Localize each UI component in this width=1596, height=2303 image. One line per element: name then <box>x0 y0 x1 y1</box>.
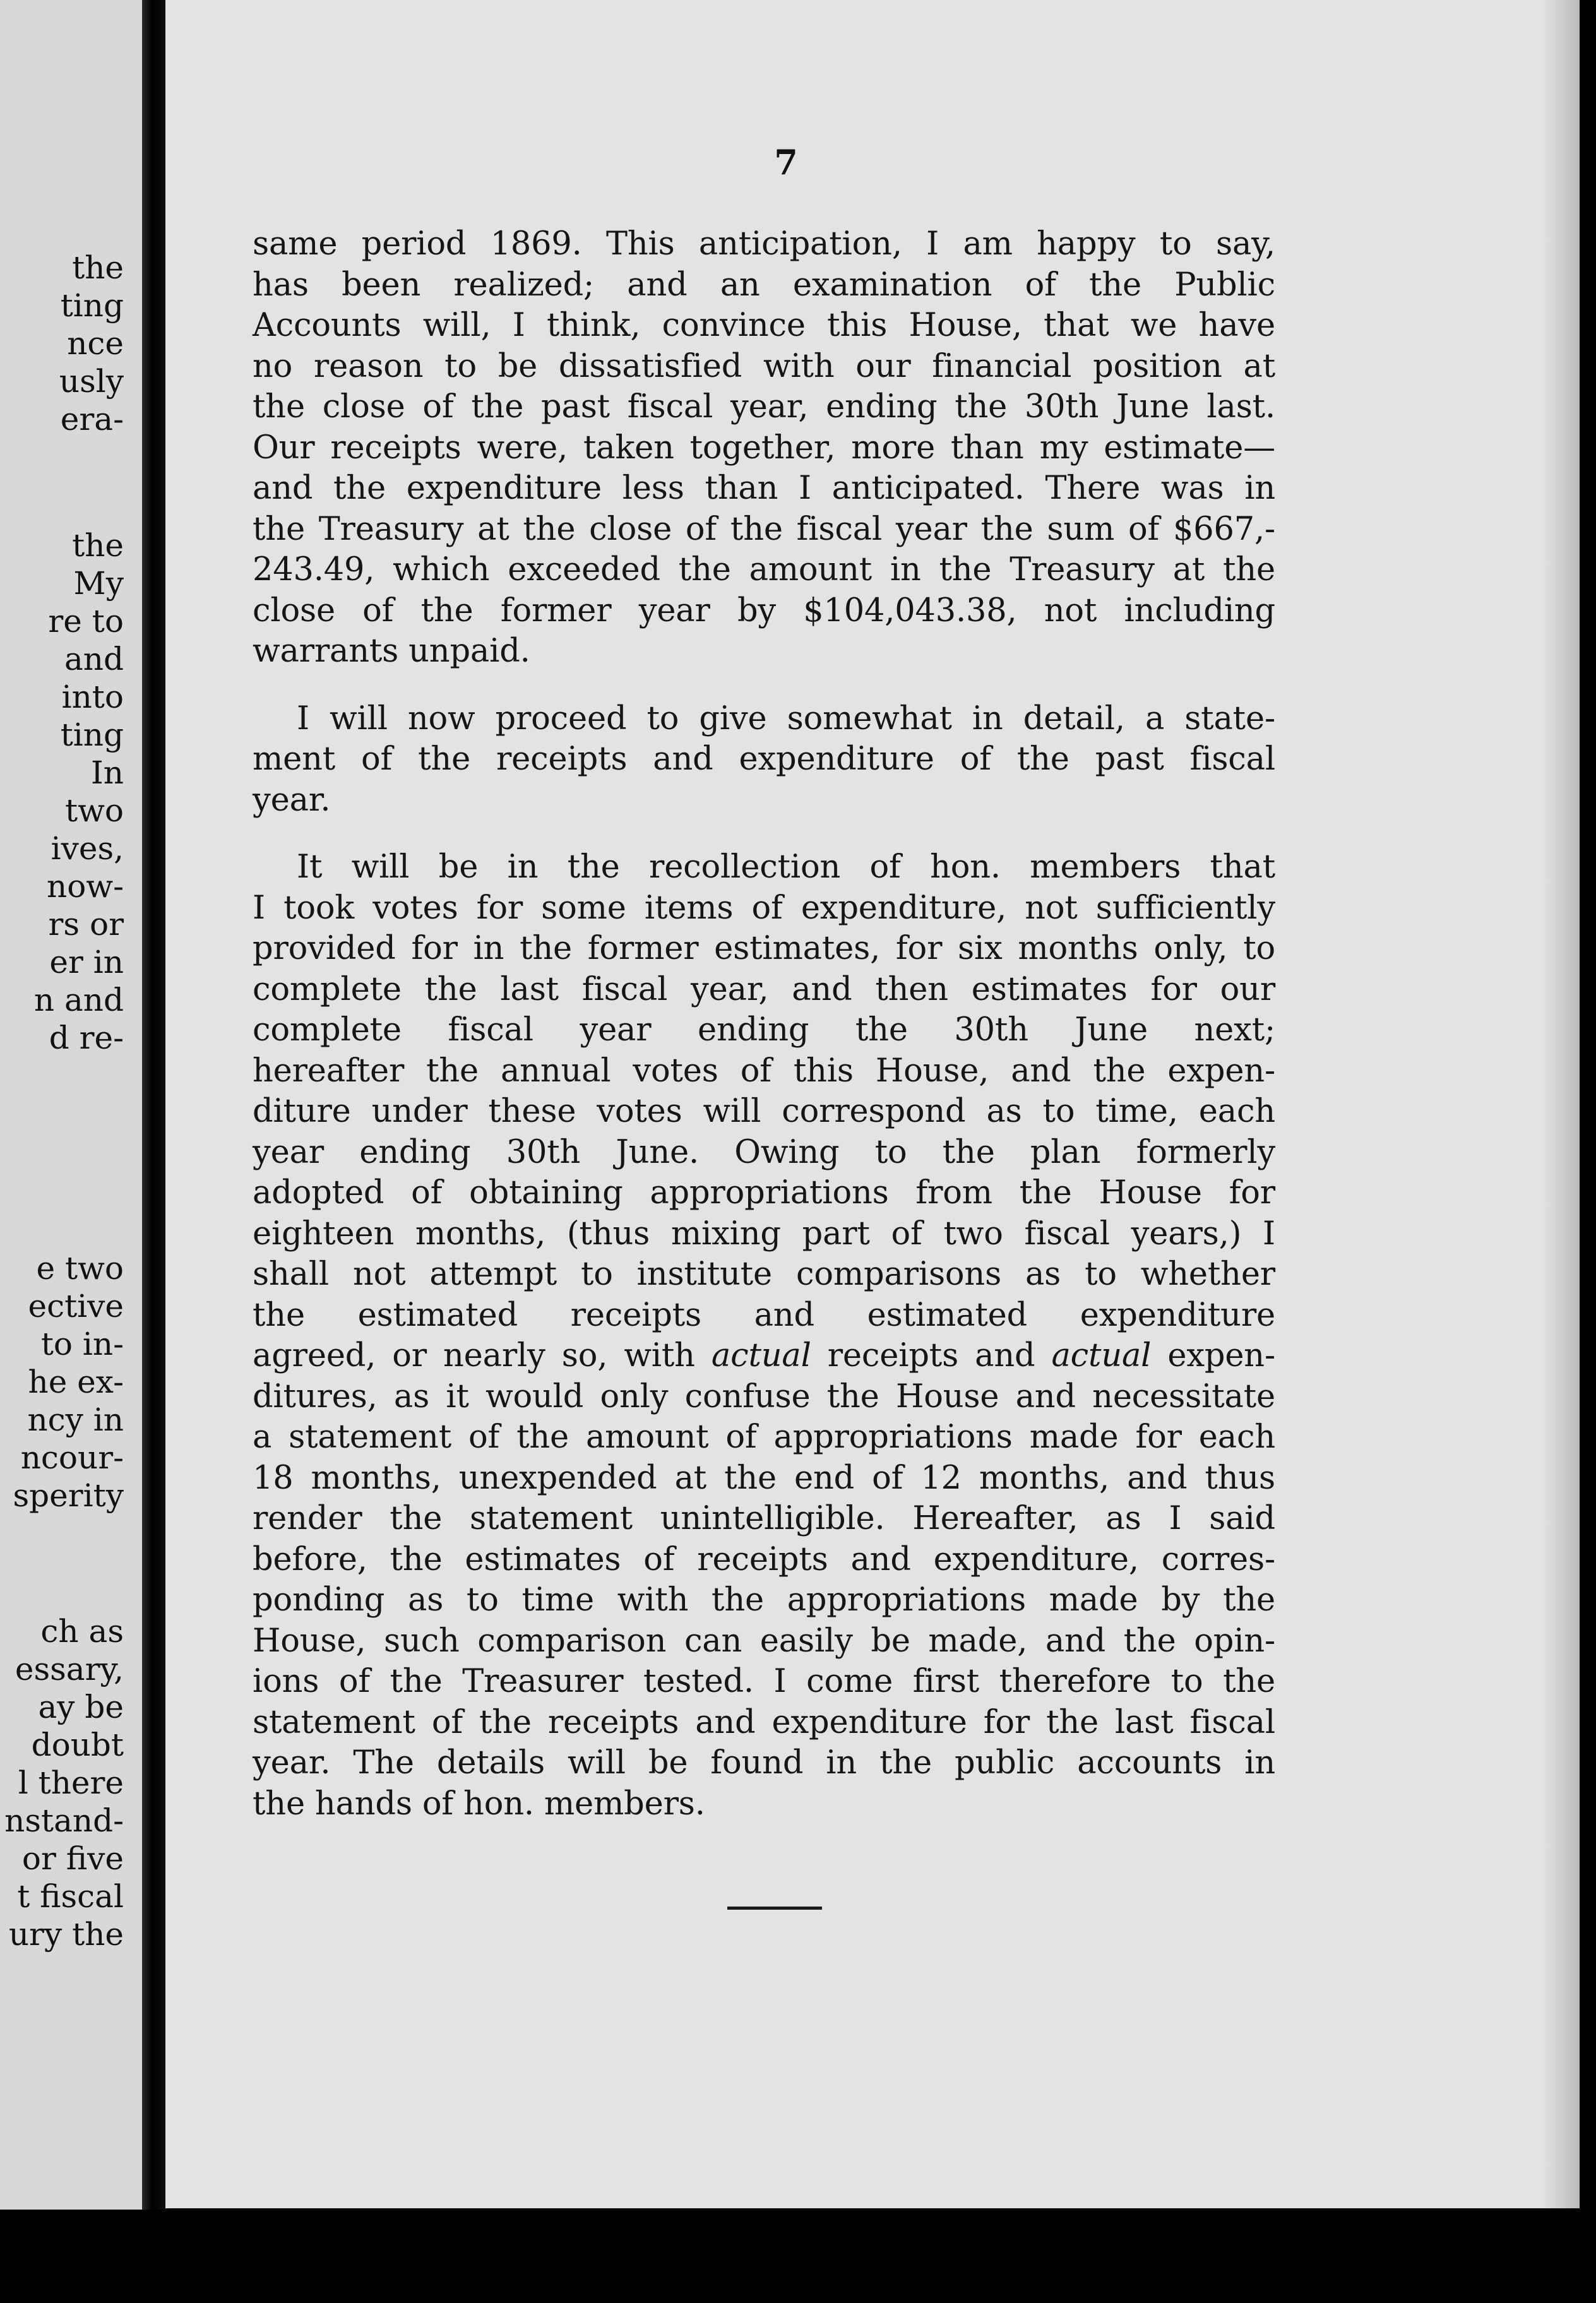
previous-page-fragment: and <box>64 641 124 677</box>
text-line: hereafter the annual votes of this House, and the expen- <box>253 1052 1275 1090</box>
document-page <box>165 0 1580 2208</box>
previous-page-fragment: ting <box>60 287 124 324</box>
text-line: diture under these votes will correspond as to time, each <box>253 1093 1275 1130</box>
text-line: 18 months, unexpended at the end of 12 months, and thus <box>253 1459 1275 1497</box>
text-line: render the statement unintelligible. Hereafter, as I said <box>253 1500 1275 1537</box>
book-gutter <box>142 0 167 2303</box>
text-line: agreed, or nearly so, with actual receipts and actual expen- <box>253 1337 1275 1374</box>
previous-page-fragment: to in- <box>40 1326 124 1362</box>
previous-page-fragment: doubt <box>31 1727 124 1763</box>
paragraph <box>253 224 1275 672</box>
previous-page-fragment: essary, <box>15 1651 124 1687</box>
previous-page-fragment: ives, <box>51 830 124 867</box>
text-line: before, the estimates of receipts and expenditure, corres- <box>253 1540 1275 1578</box>
previous-page-fragment: into <box>61 679 124 715</box>
previous-page-edge <box>0 0 149 2210</box>
previous-page-fragment: era- <box>60 401 124 437</box>
text-line: 243.49, which exceeded the amount in the Treasury at the <box>253 551 1275 588</box>
text-line: has been realized; and an examination of the Public <box>253 266 1275 304</box>
previous-page-fragment: now- <box>47 868 124 905</box>
previous-page-fragment: rs or <box>48 906 124 943</box>
previous-page-fragment: ch as <box>40 1613 124 1650</box>
previous-page-fragment: nce <box>67 325 124 362</box>
previous-page-fragment: usly <box>59 363 124 400</box>
previous-page-fragment: he ex- <box>28 1364 124 1400</box>
previous-page-fragment: ncour- <box>20 1439 124 1476</box>
text-line: the close of the past fiscal year, ending the 30th June last. <box>253 388 1275 425</box>
text-line: the Treasury at the close of the fiscal year the sum of $667,- <box>253 510 1275 548</box>
previous-page-fragment: two <box>65 792 124 829</box>
text-line: warrants unpaid. <box>253 633 530 670</box>
text-line: close of the former year by $104,043.38, not including <box>253 592 1275 629</box>
previous-page-fragment: nstand- <box>4 1802 124 1839</box>
text-line: same period 1869. This anticipation, I am happy to say, <box>253 225 1275 263</box>
previous-page-fragment: re to <box>48 603 124 640</box>
text-line: ment of the receipts and expenditure of the past fiscal <box>253 741 1275 778</box>
text-line: statement of the receipts and expenditure for the last fiscal <box>253 1703 1275 1741</box>
previous-page-fragment: d re- <box>49 1020 124 1056</box>
text-line: ditures, as it would only confuse the House and necessitate <box>253 1378 1275 1415</box>
previous-page-fragment: sperity <box>13 1477 124 1514</box>
paragraph <box>253 699 1275 821</box>
previous-page-fragment: n and <box>33 982 124 1018</box>
previous-page-fragment: My <box>73 565 124 602</box>
text-line: eighteen months, (thus mixing part of two fiscal years,) I <box>253 1215 1275 1253</box>
previous-page-fragment: the <box>72 527 124 564</box>
text-line: Our receipts were, taken together, more than my estimate— <box>253 429 1275 467</box>
text-line: complete fiscal year ending the 30th June next; <box>253 1011 1275 1049</box>
body-text <box>253 224 1275 1824</box>
paragraph <box>253 847 1275 1824</box>
text-line: year. <box>253 781 331 819</box>
previous-page-fragment: t fiscal <box>17 1878 124 1915</box>
previous-page-fragment: ury the <box>8 1916 124 1953</box>
text-line: the estimated receipts and estimated expenditure <box>253 1296 1275 1334</box>
previous-page-fragment: or five <box>21 1840 124 1877</box>
text-line: year ending 30th June. Owing to the plan formerly <box>253 1133 1275 1171</box>
text-line: and the expenditure less than I anticipated. There was in <box>253 470 1275 507</box>
scan-border <box>0 2210 1596 2303</box>
text-line: no reason to be dissatisfied with our financial position at <box>253 347 1275 385</box>
text-line: provided for in the former estimates, for six months only, to <box>253 930 1275 967</box>
previous-page-fragment: the <box>72 249 124 286</box>
text-line: a statement of the amount of appropriations made for each <box>253 1419 1275 1456</box>
text-line: complete the last fiscal year, and then estimates for our <box>253 970 1275 1008</box>
text-line: ponding as to time with the appropriations made by the <box>253 1581 1275 1619</box>
section-rule <box>727 1907 822 1910</box>
text-line: shall not attempt to institute comparisons as to whether <box>253 1256 1275 1293</box>
previous-page-fragment: ting <box>60 717 124 753</box>
previous-page-fragment: l there <box>18 1764 124 1801</box>
page-number: 7 <box>774 142 798 182</box>
text-line: House, such comparison can easily be made, and the opin- <box>253 1622 1275 1660</box>
previous-page-fragment: er in <box>49 944 124 980</box>
previous-page-fragment: In <box>91 754 124 791</box>
text-line: Accounts will, I think, convince this House, that we have <box>253 307 1275 344</box>
text-line: I will now proceed to give somewhat in detail, a state- <box>297 699 1275 737</box>
previous-page-fragment: ncy in <box>27 1401 124 1438</box>
text-line: ions of the Treasurer tested. I come first therefore to the <box>253 1663 1275 1700</box>
text-line: year. The details will be found in the public accounts in <box>253 1744 1275 1782</box>
text-line: It will be in the recollection of hon. members that <box>297 848 1275 886</box>
previous-page-fragment: ay be <box>38 1689 124 1725</box>
text-line: I took votes for some items of expenditure, not sufficiently <box>253 889 1275 927</box>
text-line: the hands of hon. members. <box>253 1785 705 1823</box>
previous-page-fragment: ective <box>28 1288 124 1324</box>
previous-page-fragment: e two <box>36 1250 124 1287</box>
text-line: adopted of obtaining appropriations from the House for <box>253 1174 1275 1211</box>
